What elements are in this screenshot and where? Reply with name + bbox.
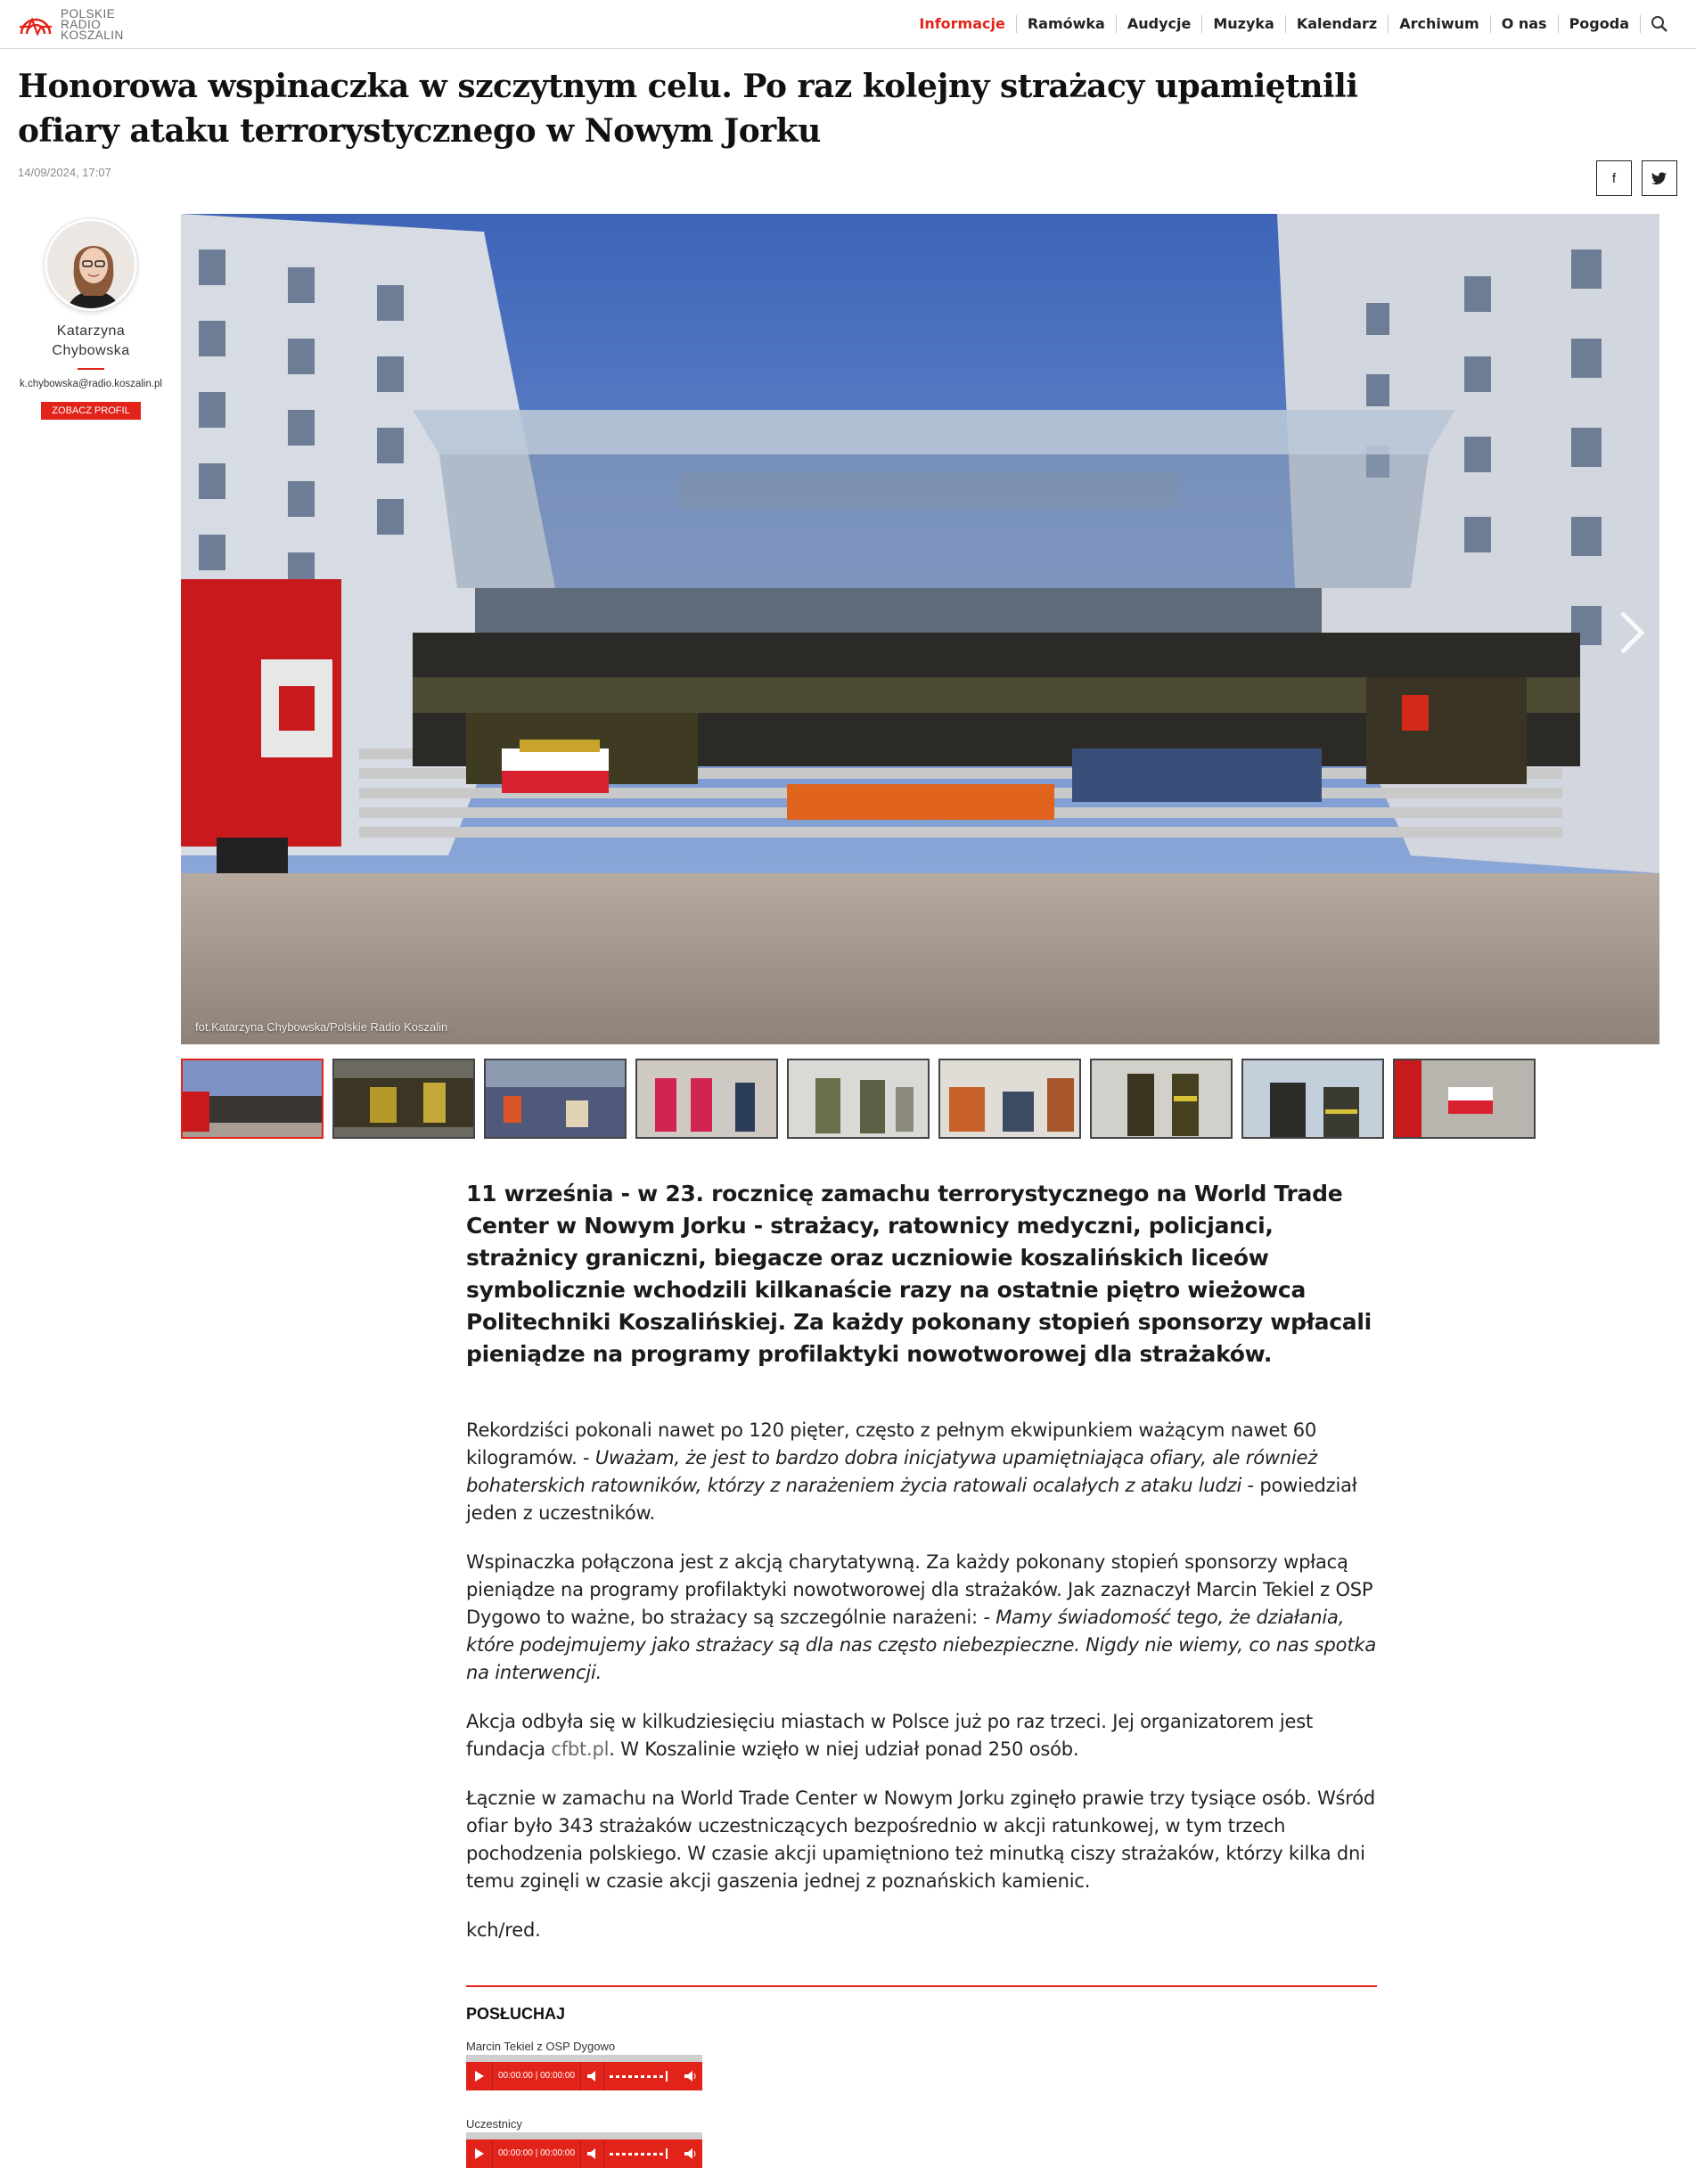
audio-player-2 — [466, 2132, 702, 2172]
listen-title: POSŁUCHAJ — [466, 2005, 566, 2023]
radio-logo-icon — [16, 7, 55, 43]
twitter-share-button[interactable] — [1642, 160, 1677, 196]
article-lead: 11 września - w 23. rocznicę zamachu terrorystycznego na World Trade Center w Nowym Jorku - strażacy, ratownicy medyczni, policjanci, strażnicy graniczni, biegacze oraz uczniowie koszalińskich liceów symbolicznie wchodzili kilkanaście razy na ostatnie piętro wieżowca Politechniki Koszalińskiej. Za każdy pokonany stopień sponsorzy wpłacali pieniądze na programy profilaktyki nowotworowej dla strażaków. — [466, 1181, 1372, 1367]
thumbnail-2[interactable] — [332, 1059, 475, 1139]
thumbnail-7[interactable] — [1090, 1059, 1233, 1139]
author-divider — [78, 368, 104, 370]
speaker-loud-icon — [684, 2071, 697, 2082]
max-volume-button[interactable] — [679, 2148, 702, 2159]
logo-text — [61, 9, 124, 41]
nav-kalendarz[interactable]: Kalendarz — [1286, 15, 1389, 33]
main-nav — [908, 14, 1669, 34]
nav-informacje[interactable]: Informacje — [908, 15, 1016, 33]
author-avatar[interactable] — [45, 218, 137, 311]
speaker-icon — [587, 2071, 598, 2082]
speaker-loud-icon — [684, 2148, 697, 2159]
thumbnail-1[interactable] — [181, 1059, 324, 1139]
audio-progress-bar[interactable] — [466, 2055, 702, 2062]
play-button[interactable] — [466, 2139, 493, 2168]
mute-button[interactable] — [581, 2062, 604, 2090]
thumbnail-8[interactable] — [1241, 1059, 1384, 1139]
author-last-name: Chybowska — [52, 343, 130, 358]
facebook-share-button[interactable] — [1596, 160, 1632, 196]
speaker-icon — [587, 2148, 598, 2159]
thumbnail-4[interactable] — [635, 1059, 778, 1139]
paragraph-4: Łącznie w zamachu na World Trade Center w Nowym Jorku zginęło prawie trzy tysiące osób. Wśród ofiar było 343 strażaków uczestniczących bezpośrednio w akcji ratunkowej, w tym trzech pochodzenia polskiego. W czasie akcji upamiętniono też minutką ciszy strażaków, którzy kilka dni temu zginęli w czasie akcji gaszenia jednej z poznańskich kamienic. — [466, 1787, 1375, 1892]
cfbt-link[interactable]: cfbt.pl — [551, 1738, 610, 1760]
view-profile-button[interactable]: ZOBACZ PROFIL — [41, 402, 141, 420]
audio-progress-bar[interactable] — [466, 2132, 702, 2139]
audio-label-1: Marcin Tekiel z OSP Dygowo — [466, 2040, 616, 2053]
next-photo-arrow-icon[interactable] — [1613, 606, 1649, 659]
paragraph-2: Wspinaczka połączona jest z akcją charytatywną. Za każdy pokonany stopień sponsorzy wpłacą pieniądze na programy profilaktyki nowotworowej dla strażaków. Jak zaznaczył Marcin Tekiel z OSP Dygowo to ważne, bo strażacy są szczególnie narażeni: - Mamy świadomość tego, że działania, które podejmujemy jako strażacy są dla nas często niebezpieczne. Nigdy nie wiemy, co nas spotka na interwencji. — [466, 1551, 1376, 1683]
quote-1: Uważam, że jest to bardzo dobra inicjatywa upamiętniająca ofiary, ale również bohaterskich ratowników, którzy z narażeniem życia ratowali ocalałych z ataku ludzi — [466, 1447, 1318, 1496]
nav-pogoda[interactable]: Pogoda — [1559, 15, 1641, 33]
article-date: 14/09/2024, 17:07 — [18, 166, 111, 179]
paragraph-1: Rekordziści pokonali nawet po 120 pięter, często z pełnym ekwipunkiem ważącym nawet 60 kilogramów. - Uważam, że jest to bardzo dobra inicjatywa upamiętniająca ofiary, ale również bohaterskich ratowników, którzy z narażeniem życia ratowali ocalałych z ataku ludzi - powiedział jeden z uczestników. — [466, 1419, 1357, 1524]
thumbnail-5[interactable] — [787, 1059, 930, 1139]
max-volume-button[interactable] — [679, 2071, 702, 2082]
author-email[interactable]: k.chybowska@radio.koszalin.pl — [20, 379, 162, 389]
paragraph-3: Akcja odbyła się w kilkudziesięciu miastach w Polsce już po raz trzeci. Jej organizatorem jest fundacja cfbt.pl. W Koszalinie wzięło w niej udział ponad 250 osób. — [466, 1711, 1314, 1760]
author-name — [16, 322, 166, 361]
logo-line-3: KOSZALIN — [61, 29, 124, 42]
nav-archiwum[interactable]: Archiwum — [1389, 15, 1490, 33]
audio-time: 00:00:00 | 00:00:00 — [493, 2062, 581, 2090]
nav-o-nas[interactable]: O nas — [1491, 15, 1559, 33]
site-logo[interactable] — [16, 7, 124, 43]
thumbnail-9[interactable] — [1393, 1059, 1536, 1139]
nav-muzyka[interactable]: Muzyka — [1202, 15, 1286, 33]
play-icon — [475, 2071, 484, 2082]
nav-audycje[interactable]: Audycje — [1117, 15, 1202, 33]
thumbnail-3[interactable] — [484, 1059, 627, 1139]
thumbnail-6[interactable] — [938, 1059, 1081, 1139]
article-body — [466, 1417, 1377, 1966]
audio-player-1 — [466, 2055, 702, 2094]
listen-divider — [466, 1985, 1377, 1987]
facebook-icon: f — [1611, 170, 1617, 186]
author-card — [16, 218, 166, 420]
nav-ramowka[interactable]: Ramówka — [1017, 15, 1117, 33]
play-button[interactable] — [466, 2062, 493, 2090]
quote-2: - Mamy świadomość tego, że działania, które podejmujemy jako strażacy są dla nas często niebezpieczne. Nigdy nie wiemy, co nas spotka na interwencji. — [466, 1607, 1376, 1683]
main-photo[interactable] — [181, 214, 1659, 1044]
top-bar — [0, 0, 1696, 49]
logo-line-2: RADIO — [61, 18, 102, 31]
audio-label-2: Uczestnicy — [466, 2117, 522, 2131]
signature: kch/red. — [466, 1919, 541, 1941]
volume-slider[interactable] — [604, 2148, 679, 2159]
twitter-icon — [1651, 172, 1667, 184]
volume-slider[interactable] — [604, 2071, 679, 2082]
photo-caption: fot.Katarzyna Chybowska/Polskie Radio Koszalin — [195, 1020, 448, 1034]
mute-button[interactable] — [581, 2139, 604, 2168]
audio-time: 00:00:00 | 00:00:00 — [493, 2139, 581, 2168]
search-icon[interactable] — [1650, 14, 1669, 34]
play-icon — [475, 2148, 484, 2159]
group-photo-illustration — [181, 214, 1659, 1044]
article-title: Honorowa wspinaczka w szczytnym celu. Po raz kolejny strażacy upamiętnili ofiary ataku terrorystycznego w Nowym Jorku — [18, 68, 1358, 150]
logo-line-1: POLSKIE — [61, 7, 116, 20]
author-first-name: Katarzyna — [56, 323, 126, 339]
photo-thumbnails — [181, 1059, 1536, 1139]
